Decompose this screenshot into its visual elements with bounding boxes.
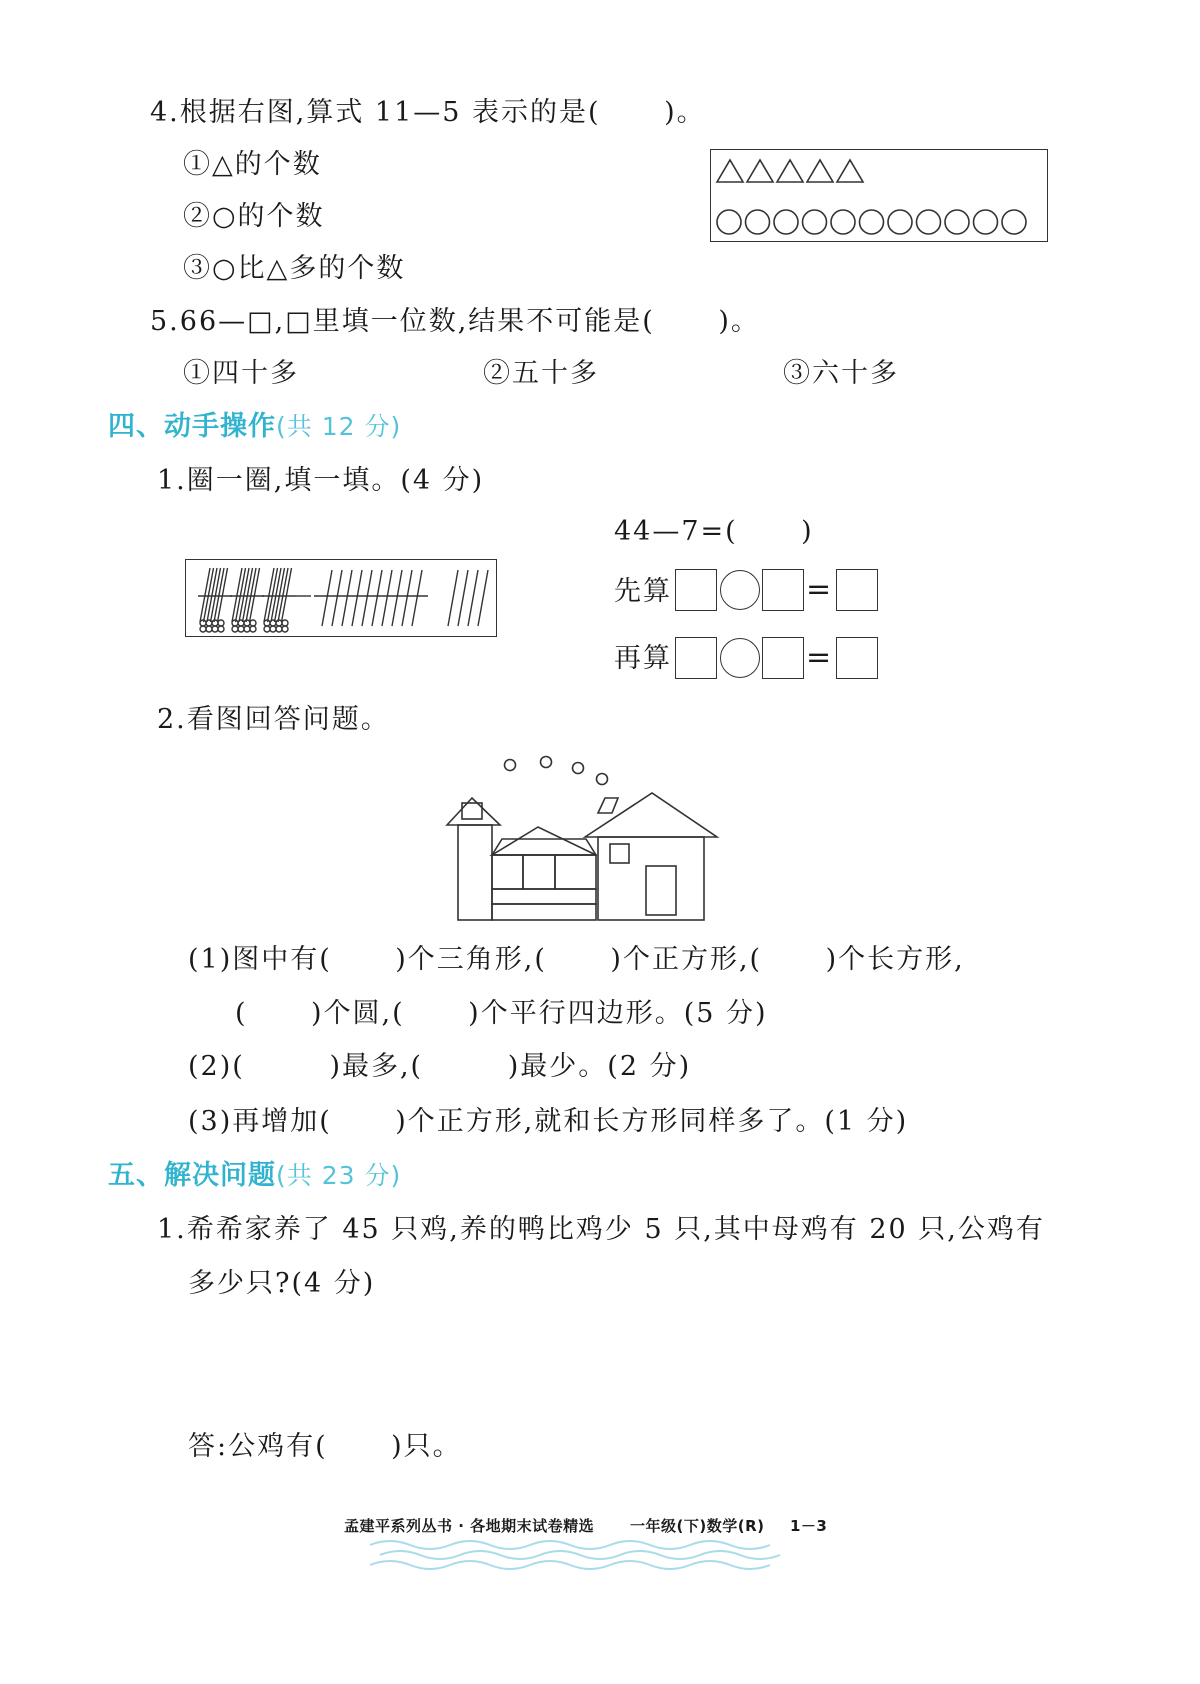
circle-shape	[974, 210, 998, 234]
stick-bundle	[230, 568, 264, 632]
loose-stick	[412, 570, 422, 626]
middle-roof-triangle	[492, 827, 596, 855]
circle-shape	[860, 210, 884, 234]
s4-q2-sub2: (2)( )最多,( )最少。(2 分)	[188, 1051, 692, 1082]
loose-stick	[362, 570, 372, 626]
loose-stick	[458, 570, 468, 626]
q4-option-2: ②○的个数	[183, 201, 325, 232]
section5-title: 五、解决问题	[108, 1160, 276, 1191]
loose-stick	[332, 570, 342, 626]
loose-stick	[352, 570, 362, 626]
step1-operand2-box[interactable]	[762, 569, 804, 611]
s5-q1-answer: 答:公鸡有( )只。	[188, 1431, 462, 1462]
s4-q2-stem: 2.看图回答问题。	[157, 704, 390, 735]
loose-stick	[322, 570, 332, 626]
loose-stick	[478, 570, 488, 626]
circle-shape	[831, 210, 855, 234]
circle-shape	[746, 210, 770, 234]
stick-bundle	[262, 568, 296, 632]
section4-heading	[108, 410, 401, 444]
footer-page: 1－3	[790, 1517, 828, 1535]
q4-option-3: ③○比△多的个数	[183, 253, 406, 284]
circle-shape	[888, 210, 912, 234]
tower-roof-triangle	[447, 798, 500, 825]
s4-q2-sub1-line2: ( )个圆,( )个平行四边形。(5 分)	[235, 998, 768, 1029]
section4-title: 四、动手操作	[108, 411, 276, 442]
q4-shapes	[711, 150, 1049, 243]
house-figure	[440, 745, 730, 925]
section4-points: (共 12 分)	[276, 412, 402, 441]
smoke-circle	[505, 760, 516, 771]
loose-stick	[342, 570, 352, 626]
middle-rect-left	[492, 855, 523, 889]
loose-stick	[372, 570, 382, 626]
middle-long-rect-1	[492, 889, 596, 904]
smoke-circle	[573, 763, 584, 774]
triangle-shape	[717, 160, 743, 182]
s4-q2-sub1-line1: (1)图中有( )个三角形,( )个正方形,( )个长方形,	[188, 944, 965, 975]
q5-option-3: ③六十多	[783, 358, 899, 389]
q4-stem: 4.根据右图,算式 11—5 表示的是( )。	[150, 97, 706, 128]
step1-result-box[interactable]	[836, 569, 878, 611]
triangle-shape	[747, 160, 773, 182]
circle-shape	[945, 210, 969, 234]
step2-operator-circle[interactable]	[720, 638, 760, 678]
step1-operand1-box[interactable]	[675, 569, 717, 611]
middle-long-rect-2	[492, 904, 596, 920]
door-rectangle	[646, 866, 676, 915]
circle-shape	[803, 210, 827, 234]
s5-q1-stem-line2: 多少只?(4 分)	[188, 1268, 376, 1299]
loose-stick	[382, 570, 392, 626]
s4-q1-stem: 1.圈一圈,填一填。(4 分)	[157, 465, 485, 496]
middle-rect-center	[523, 855, 555, 889]
step1-equals: =	[806, 572, 832, 607]
smoke-circle	[597, 774, 608, 785]
step2-operand2-box[interactable]	[762, 637, 804, 679]
loose-stick	[468, 570, 478, 626]
q5-option-2: ②五十多	[483, 358, 599, 389]
step2-result-box[interactable]	[836, 637, 878, 679]
circle-shape	[1002, 210, 1026, 234]
q5-option-1: ①四十多	[183, 358, 299, 389]
section5-points: (共 23 分)	[276, 1161, 402, 1190]
sticks-figure	[185, 559, 497, 637]
q4-shape-figure	[710, 149, 1048, 242]
footer-wave-decoration	[370, 1537, 790, 1577]
middle-rect-right	[555, 855, 596, 889]
step2-operand1-box[interactable]	[675, 637, 717, 679]
step2-label: 再算	[614, 643, 672, 674]
q5-stem: 5.66—□,□里填一位数,结果不可能是( )。	[150, 306, 760, 337]
tower-rectangle	[458, 825, 492, 920]
footer-grade: 一年级(下)数学(R)	[630, 1517, 765, 1535]
step2-equals: =	[806, 640, 832, 675]
sticks-drawing	[186, 560, 498, 638]
chimney-parallelogram	[598, 798, 618, 813]
circle-shape	[774, 210, 798, 234]
stick-bundle	[198, 568, 232, 632]
triangle-shape	[807, 160, 833, 182]
q4-option-1: ①△的个数	[183, 149, 322, 180]
loose-stick	[448, 570, 458, 626]
footer-series: 孟建平系列丛书 · 各地期末试卷精选	[344, 1517, 595, 1535]
triangle-shape	[837, 160, 863, 182]
s4-q2-sub3: (3)再增加( )个正方形,就和长方形同样多了。(1 分)	[188, 1106, 909, 1137]
smoke-circle	[541, 757, 552, 768]
circle-shape	[717, 210, 741, 234]
step1-label: 先算	[614, 576, 672, 607]
s5-q1-stem-line1: 1.希希家养了 45 只鸡,养的鸭比鸡少 5 只,其中母鸡有 20 只,公鸡有	[157, 1214, 1045, 1245]
window-square	[610, 844, 629, 863]
triangle-shape	[777, 160, 803, 182]
step1-operator-circle[interactable]	[720, 570, 760, 610]
s4-q1-equation: 44—7=( )	[614, 516, 814, 547]
loose-stick	[402, 570, 412, 626]
loose-stick	[392, 570, 402, 626]
right-house-body	[598, 837, 704, 920]
section5-heading	[108, 1159, 401, 1193]
circle-shape	[917, 210, 941, 234]
